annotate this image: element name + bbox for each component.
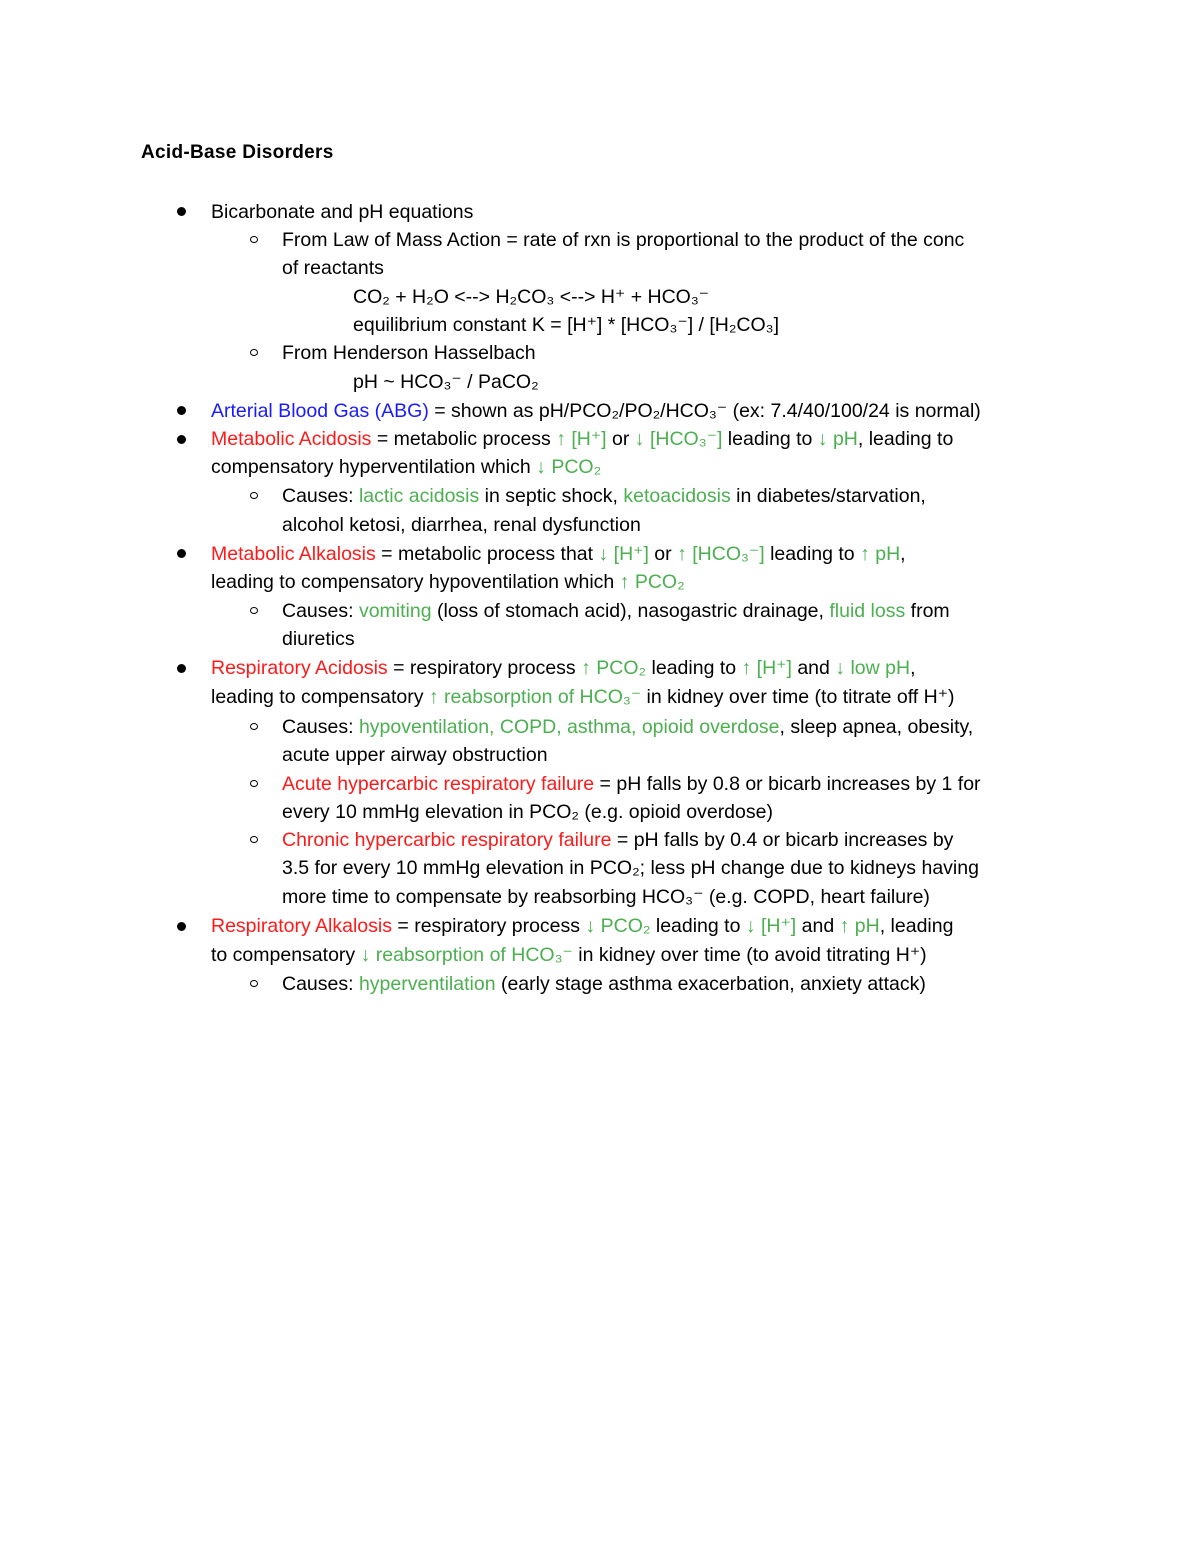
causes-label: Causes: [282, 485, 359, 507]
respiratory-acidosis-line-2 [211, 683, 955, 711]
text-span: (loss of stomach acid), nasogastric drainage, [431, 600, 830, 622]
text-span: leading to compensatory [211, 686, 429, 708]
highlight-span: fluid loss [829, 600, 906, 622]
text-span: , [910, 657, 916, 679]
metabolic-acidosis-line-2 [211, 453, 601, 481]
highlight-span: ↑ [HCO₃⁻] [677, 543, 765, 565]
text-span: , leading [879, 915, 954, 937]
equation-2: equilibrium constant K = [H⁺] * [HCO₃⁻] / [H₂CO₃] [353, 314, 780, 336]
bullet-icon [177, 435, 186, 444]
text-span: to compensatory [211, 944, 361, 966]
text-span: = respiratory process [387, 657, 582, 679]
sub-bullet-icon [250, 780, 258, 787]
chronic-failure-line-2: 3.5 for every 10 mmHg elevation in PCO₂; less pH change due to kidneys having [282, 857, 979, 879]
sub-bullet-icon [250, 492, 258, 499]
text-span: leading to [722, 428, 818, 450]
equation-1: CO₂ + H₂O <--> H₂CO₃ <--> H⁺ + HCO₃⁻ [353, 286, 710, 308]
text-span: leading to [764, 543, 861, 565]
respiratory-acidosis-causes-2: acute upper airway obstruction [282, 744, 548, 766]
section-heading: Bicarbonate and pH equations [211, 201, 474, 223]
sub-bullet-icon [250, 236, 258, 243]
law-line-2: of reactants [282, 257, 384, 279]
sub-bullet-icon [250, 607, 258, 614]
text-span: in kidney over time (to titrate off H⁺) [641, 686, 955, 708]
highlight-span: ↑ reabsorption of HCO₃⁻ [428, 686, 642, 708]
sub-bullet-icon [250, 723, 258, 730]
highlight-span: ↓ reabsorption of HCO₃⁻ [360, 944, 573, 966]
causes-label: Causes: [282, 973, 359, 995]
chronic-failure-line-3: more time to compensate by reabsorbing HCO₃⁻ (e.g. COPD, heart failure) [282, 886, 930, 908]
bullet-icon [177, 207, 186, 216]
causes-label: Causes: [282, 600, 359, 622]
text-span: = metabolic process [371, 428, 557, 450]
highlight-span: ↑ PCO₂ [581, 657, 647, 679]
highlight-span: ↓ [H⁺] [598, 543, 649, 565]
metabolic-acidosis-line-1 [211, 425, 953, 453]
highlight-span: hypoventilation, COPD, asthma, opioid overdose [358, 716, 780, 738]
respiratory-alkalosis-line-2 [211, 941, 927, 969]
text-span: and [796, 915, 840, 937]
highlight-span: ↑ [H⁺] [556, 428, 607, 450]
text-span: , leading to [857, 428, 954, 450]
text-span: , [900, 543, 906, 565]
highlight-span: ketoacidosis [623, 485, 731, 507]
text-span: or [648, 543, 678, 565]
highlight-span: ↑ PCO₂ [619, 571, 685, 593]
law-line-1: From Law of Mass Action = rate of rxn is proportional to the product of the conc [282, 229, 965, 251]
highlight-span: ↑ pH [860, 543, 901, 565]
text-span: in septic shock, [479, 485, 624, 507]
text-span: = pH falls by 0.4 or bicarb increases by [611, 829, 954, 851]
metabolic-acidosis-causes-2: alcohol ketosi, diarrhea, renal dysfunction [282, 514, 641, 536]
bullet-icon [177, 922, 186, 931]
text-span: and [791, 657, 836, 679]
causes-label: Causes: [282, 716, 359, 738]
text-span: compensatory hyperventilation which [211, 456, 537, 478]
document-title: Acid-Base Disorders [141, 142, 334, 163]
text-span: = metabolic process that [375, 543, 599, 565]
respiratory-acidosis-term: Respiratory Acidosis [211, 657, 388, 679]
chronic-failure-term: Chronic hypercarbic respiratory failure [282, 829, 612, 851]
text-span: = pH falls by 0.8 or bicarb increases by 1 for [594, 773, 981, 795]
highlight-span: vomiting [358, 600, 432, 622]
sub-bullet-icon [250, 980, 258, 987]
metabolic-acidosis-term: Metabolic Acidosis [211, 428, 372, 450]
respiratory-alkalosis-causes-1 [282, 970, 926, 998]
metabolic-alkalosis-line-2 [211, 568, 685, 596]
sub-bullet-icon [250, 349, 258, 356]
respiratory-alkalosis-term: Respiratory Alkalosis [211, 915, 392, 937]
text-span: leading to [646, 657, 742, 679]
abg-term: Arterial Blood Gas (ABG) [211, 400, 429, 422]
text-span: in kidney over time (to avoid titrating H⁺) [572, 944, 927, 966]
abg-line [211, 397, 981, 425]
text-span: leading to [650, 915, 746, 937]
respiratory-acidosis-causes-1 [282, 713, 973, 741]
text-span: (early stage asthma exacerbation, anxiety attack) [495, 973, 926, 995]
respiratory-alkalosis-line-1 [211, 912, 953, 940]
highlight-span: ↓ low pH [835, 657, 911, 679]
highlight-span: ↓ pH [817, 428, 858, 450]
metabolic-alkalosis-line-1 [211, 540, 906, 568]
text-span: , sleep apnea, obesity, [779, 716, 974, 738]
abg-text: = shown as pH/PCO₂/PO₂/HCO₃⁻ (ex: 7.4/40/100/24 is normal) [428, 400, 981, 422]
highlight-span: hyperventilation [358, 973, 496, 995]
highlight-span: ↓ PCO₂ [536, 456, 602, 478]
text-span: leading to compensatory hypoventilation which [211, 571, 620, 593]
bullet-icon [177, 406, 186, 415]
highlight-span: ↑ pH [839, 915, 880, 937]
sub-bullet-icon [250, 836, 258, 843]
metabolic-alkalosis-term: Metabolic Alkalosis [211, 543, 376, 565]
henderson-line: From Henderson Hasselbach [282, 342, 536, 364]
metabolic-alkalosis-causes-1 [282, 597, 950, 625]
highlight-span: lactic acidosis [358, 485, 480, 507]
metabolic-acidosis-causes-1 [282, 482, 926, 510]
highlight-span: ↓ PCO₂ [585, 915, 651, 937]
highlight-span: ↑ [H⁺] [741, 657, 792, 679]
text-span: in diabetes/starvation, [730, 485, 926, 507]
acute-failure-line-2: every 10 mmHg elevation in PCO₂ (e.g. opioid overdose) [282, 801, 773, 823]
equation-3: pH ~ HCO₃⁻ / PaCO₂ [353, 371, 539, 393]
highlight-span: ↓ [HCO₃⁻] [634, 428, 723, 450]
metabolic-alkalosis-causes-2: diuretics [282, 628, 355, 650]
bullet-icon [177, 664, 186, 673]
bullet-icon [177, 549, 186, 558]
respiratory-acidosis-line-1 [211, 654, 915, 682]
text-span: or [606, 428, 635, 450]
text-span: from [905, 600, 950, 622]
highlight-span: ↓ [H⁺] [745, 915, 797, 937]
chronic-failure-line-1 [282, 826, 953, 854]
acute-failure-term: Acute hypercarbic respiratory failure [282, 773, 595, 795]
text-span: = respiratory process [391, 915, 586, 937]
acute-failure-line-1 [282, 770, 981, 798]
